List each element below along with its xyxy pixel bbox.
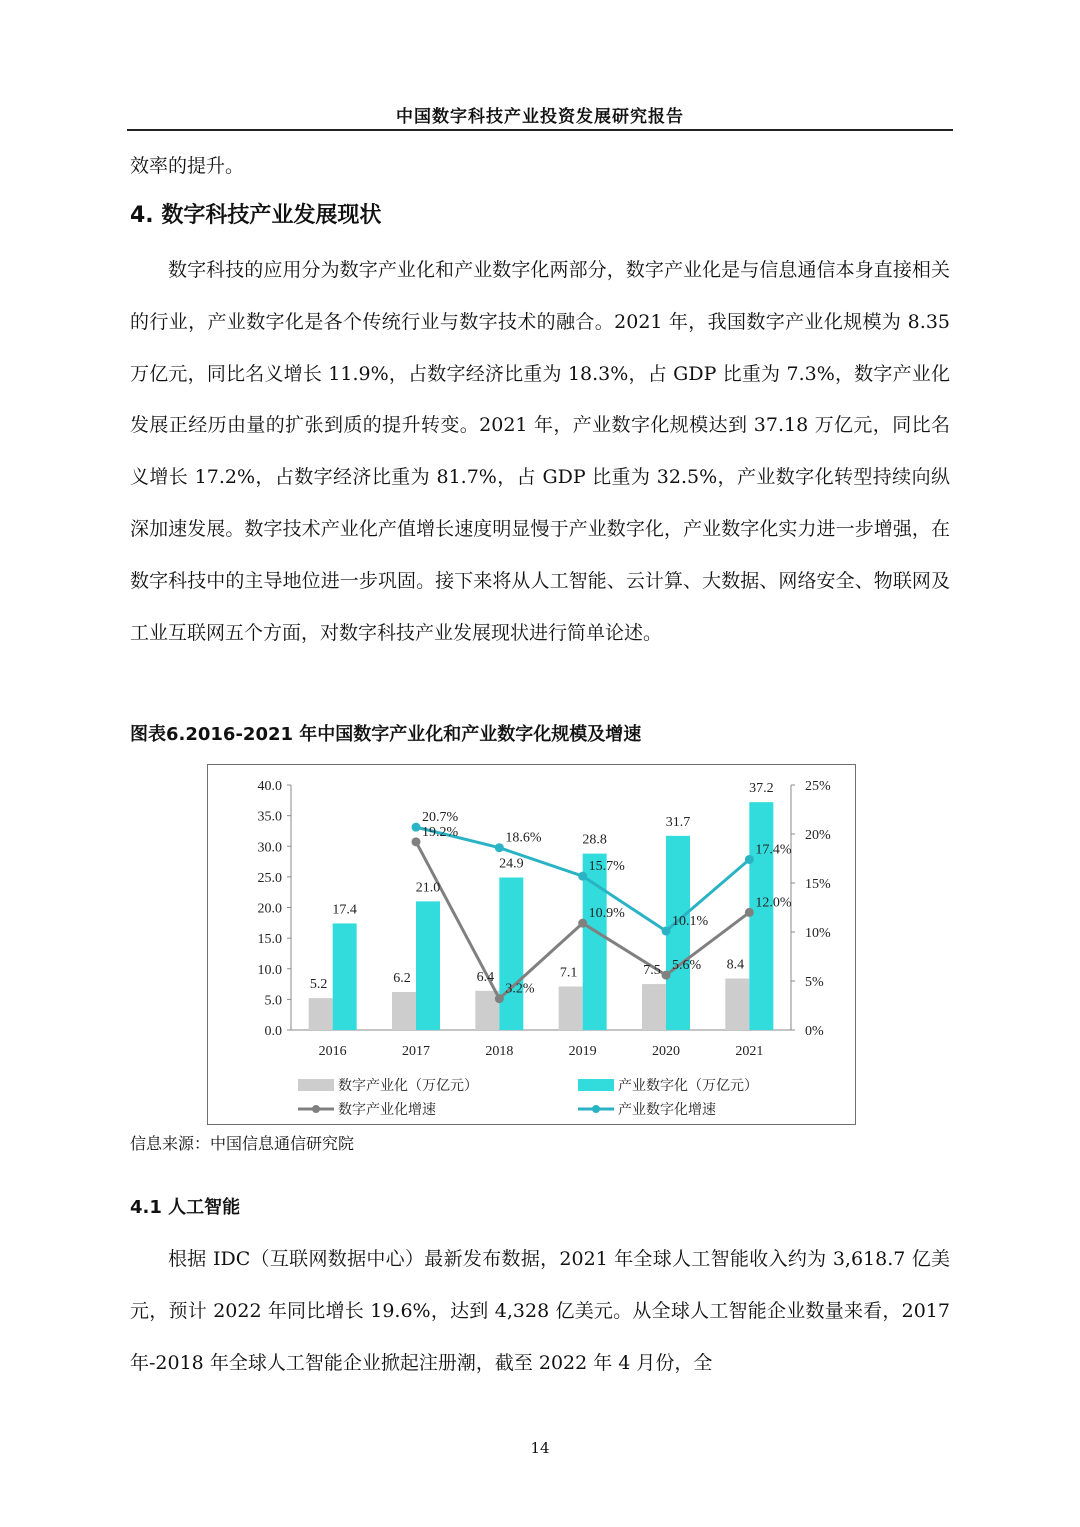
left-axis-tick-label: 10.0 bbox=[257, 962, 282, 978]
page-number: 14 bbox=[530, 1439, 550, 1457]
section-4-1-title: 4.1 人工智能 bbox=[130, 1197, 241, 1218]
left-axis-tick-label: 5.0 bbox=[264, 993, 282, 1009]
x-axis-tick-label: 2019 bbox=[568, 1044, 597, 1059]
bar-industrial-digitization bbox=[416, 901, 440, 1030]
legend-label: 产业数字化增速 bbox=[618, 1103, 716, 1118]
bar-value-label: 31.7 bbox=[665, 814, 691, 830]
left-axis-tick-label: 25.0 bbox=[257, 870, 282, 886]
bar-value-label: 6.4 bbox=[476, 969, 495, 985]
bar-value-label: 7.1 bbox=[559, 965, 578, 981]
line-value-label: 10.9% bbox=[588, 906, 625, 922]
line-value-label: 20.7% bbox=[422, 810, 459, 826]
right-axis-tick-label: 25% bbox=[805, 779, 831, 794]
bar-digital-industrialization bbox=[392, 992, 416, 1030]
x-axis-tick-label: 2020 bbox=[652, 1044, 680, 1059]
line-point bbox=[662, 971, 671, 980]
line-point bbox=[412, 837, 421, 846]
line-point bbox=[745, 908, 754, 917]
line-point bbox=[578, 919, 587, 928]
line-point bbox=[495, 843, 504, 852]
legend-label: 数字产业化增速 bbox=[338, 1103, 436, 1118]
legend-label: 数字产业化（万亿元） bbox=[338, 1079, 478, 1094]
legend-swatch-marker bbox=[312, 1105, 320, 1113]
page-header-title: 中国数字科技产业投资发展研究报告 bbox=[396, 107, 684, 127]
figure-source: 信息来源：中国信息通信研究院 bbox=[130, 1134, 355, 1153]
bar-value-label: 5.2 bbox=[309, 977, 328, 993]
bar-digital-industrialization bbox=[642, 984, 666, 1030]
continuation-fragment: 效率的提升。 bbox=[130, 155, 245, 177]
section-4-title: 4. 数字科技产业发展现状 bbox=[130, 203, 382, 228]
line-value-label: 15.7% bbox=[588, 859, 625, 875]
left-axis-tick-label: 35.0 bbox=[257, 809, 282, 825]
legend-swatch-marker bbox=[592, 1105, 600, 1113]
right-axis-tick-label: 20% bbox=[805, 828, 831, 843]
bar-digital-industrialization bbox=[559, 987, 583, 1030]
section-4-paragraph: 数字科技的应用分为数字产业化和产业数字化两部分，数字产业化是与信息通信本身直接相关的行业，产业数字化是各个传统行业与数字技术的融合。2021 年，我国数字产业化规模为 8.35 万亿元，同比名义增长 11.9%，占数字经济比重为 18.3%，占 GDP 比重为 7.3%，数字产业化发展正经历由量的扩张到质的提升转变。2021 年，产业数字化规模达到 37.18 万亿元，同比名义增长 17.2%，占数字经济比重为 81.7%，占 GDP 比重为 32.5%，产业数字化转型持续向纵深加速发展。数字技术产业化产值增长速度明显慢于产业数字化，产业数字化实力进一步增强，在数字科技中的主导地位进一步巩固。接下来将从人工智能、云计算、大数据、网络安全、物联网及工业互联网五个方面，对数字科技产业发展现状进行简单论述。 bbox=[130, 259, 950, 644]
bar-value-label: 17.4 bbox=[332, 902, 357, 918]
header-divider bbox=[127, 129, 953, 131]
line-value-label: 3.2% bbox=[505, 981, 535, 997]
right-axis-tick-label: 15% bbox=[805, 877, 831, 892]
section-4-1-paragraph: 根据 IDC（互联网数据中心）最新发布数据，2021 年全球人工智能收入约为 3,618.7 亿美元，预计 2022 年同比增长 19.6%，达到 4,328 亿美元。从全球人工智能企业数量来看，2017 年-2018 年全球人工智能企业掀起注册潮，截至 2022 年 4 月份，全 bbox=[130, 1248, 950, 1374]
legend-swatch-bar bbox=[298, 1079, 334, 1091]
line-value-label: 19.2% bbox=[422, 824, 459, 840]
bar-digital-industrialization bbox=[309, 998, 333, 1030]
chart-container bbox=[207, 764, 856, 1125]
line-point bbox=[745, 855, 754, 864]
bar-value-label: 6.2 bbox=[393, 971, 411, 987]
line-value-label: 12.0% bbox=[755, 895, 792, 911]
bar-value-label: 28.8 bbox=[582, 832, 607, 848]
bar-value-label: 37.2 bbox=[749, 781, 774, 797]
bar-industrial-digitization bbox=[749, 802, 773, 1030]
bar-digital-industrialization bbox=[725, 979, 749, 1030]
bar-value-label: 24.9 bbox=[499, 856, 524, 872]
line-point bbox=[662, 927, 671, 936]
legend-swatch-bar bbox=[578, 1079, 614, 1091]
line-value-label: 18.6% bbox=[505, 830, 542, 846]
x-axis-tick-label: 2017 bbox=[402, 1044, 430, 1059]
left-axis-tick-label: 40.0 bbox=[257, 779, 282, 794]
left-axis-tick-label: 15.0 bbox=[257, 932, 282, 948]
left-axis-tick-label: 20.0 bbox=[257, 901, 282, 917]
line-point bbox=[412, 823, 421, 832]
right-axis-tick-label: 0% bbox=[805, 1024, 824, 1039]
line-value-label: 10.1% bbox=[672, 914, 709, 930]
right-axis-tick-label: 10% bbox=[805, 926, 831, 941]
x-axis-tick-label: 2021 bbox=[735, 1044, 764, 1059]
line-value-label: 17.4% bbox=[755, 842, 792, 858]
right-axis-tick-label: 5% bbox=[805, 975, 824, 990]
legend-label: 产业数字化（万亿元） bbox=[618, 1079, 758, 1094]
bar-value-label: 8.4 bbox=[726, 957, 745, 973]
line-point bbox=[578, 872, 587, 881]
x-axis-tick-label: 2018 bbox=[485, 1044, 514, 1059]
figure-caption: 图表6.2016-2021 年中国数字产业化和产业数字化规模及增速 bbox=[130, 724, 642, 745]
bar-industrial-digitization bbox=[499, 877, 523, 1030]
x-axis-tick-label: 2016 bbox=[318, 1044, 347, 1059]
line-value-label: 5.6% bbox=[672, 958, 702, 974]
left-axis-tick-label: 0.0 bbox=[264, 1024, 282, 1039]
left-axis-tick-label: 30.0 bbox=[257, 840, 282, 856]
bar-value-label: 7.5 bbox=[643, 963, 661, 979]
bar-value-label: 21.0 bbox=[415, 880, 441, 896]
combo-chart bbox=[208, 765, 855, 1124]
line-point bbox=[495, 994, 504, 1003]
bar-industrial-digitization bbox=[333, 923, 357, 1030]
